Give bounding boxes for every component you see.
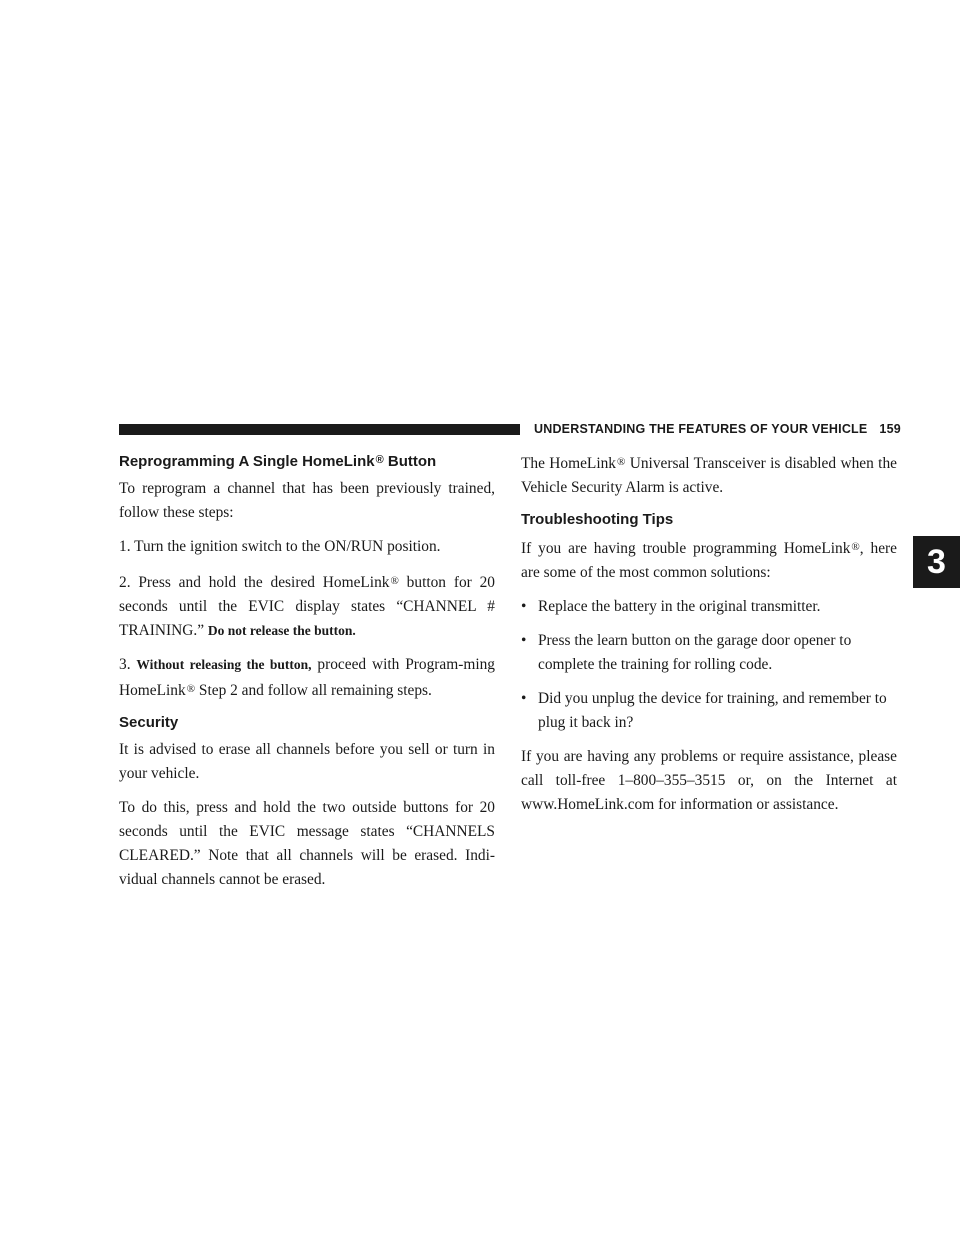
left-column	[119, 450, 495, 902]
chapter-tab: 3	[913, 536, 960, 588]
right-column	[521, 450, 897, 827]
bullet-icon: •	[521, 632, 527, 649]
bullet-icon: •	[521, 690, 527, 707]
list-item: • Replace the battery in the original transmitter.	[521, 595, 897, 619]
running-header	[534, 420, 901, 438]
step-3: 3. Without releasing the button, proceed with Program-ming HomeLink® Step 2 and follow all remaining steps.	[119, 656, 495, 699]
registered-mark: ®	[851, 541, 860, 553]
reprogram-intro: To reprogram a channel that has been previously trained, follow these steps:	[119, 480, 495, 521]
header-rule	[119, 424, 520, 435]
security-paragraph-1: It is advised to erase all channels before you sell or turn in your vehicle.	[119, 741, 495, 782]
registered-mark: ®	[390, 575, 399, 587]
bullet-icon: •	[521, 598, 527, 615]
reprogram-heading: Reprogramming A Single HomeLink® Button	[119, 453, 437, 470]
section-title: UNDERSTANDING THE FEATURES OF YOUR VEHICLE	[534, 422, 868, 436]
solutions-list	[521, 595, 897, 735]
list-item: • Did you unplug the device for training, and remember to plug it back in?	[521, 687, 897, 735]
registered-mark: ®	[617, 456, 626, 468]
registered-mark: ®	[375, 454, 384, 466]
security-paragraph-2: To do this, press and hold the two outside buttons for 20 seconds until the EVIC message states “CHANNELS CLEARED.” Note that all channels will be erased. Indi-vidual channels cannot be erased.	[119, 799, 495, 888]
page-number: 159	[879, 422, 901, 436]
step-2: 2. Press and hold the desired HomeLink® button for 20 seconds until the EVIC display states “CHANNEL # TRAINING.” Do not release the button.	[119, 574, 495, 639]
disabled-note: The HomeLink® Universal Transceiver is disabled when the Vehicle Security Alarm is active.	[521, 455, 897, 496]
registered-mark: ®	[186, 683, 196, 695]
troubleshooting-intro: If you are having trouble programming HomeLink®, here are some of the most common solutions:	[521, 540, 897, 581]
step-2-warning: Do not release the button.	[207, 623, 356, 638]
list-item: • Press the learn button on the garage door opener to complete the training for rolling code.	[521, 629, 897, 677]
step-1: 1. Turn the ignition switch to the ON/RUN position.	[119, 538, 441, 555]
assistance-paragraph: If you are having any problems or require assistance, please call toll-free 1–800–355–3515 or, on the Internet at www.HomeLink.com for information or assistance.	[521, 748, 897, 813]
troubleshooting-heading: Troubleshooting Tips	[521, 511, 674, 528]
security-heading: Security	[119, 714, 179, 731]
